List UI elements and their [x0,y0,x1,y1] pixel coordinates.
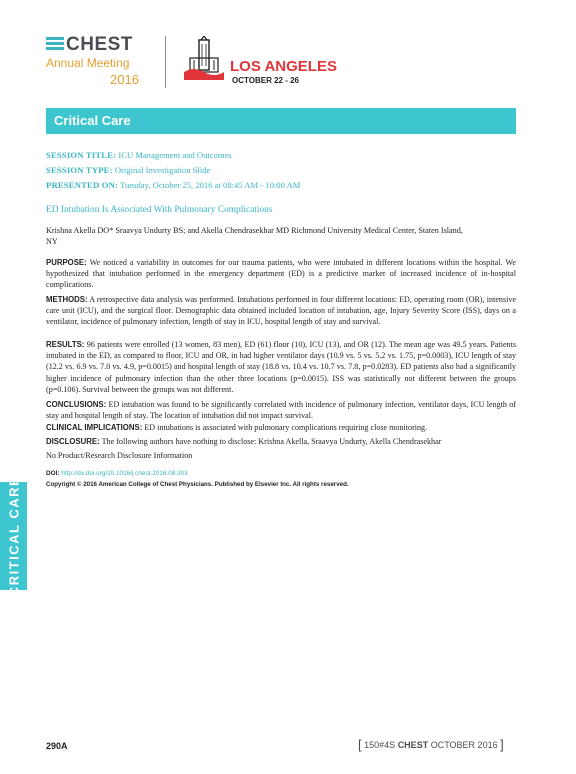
chest-logo-icon [46,37,64,53]
footer-journal-name: CHEST [397,740,429,750]
conclusions-paragraph [46,399,516,421]
city-hall-icon [182,36,226,80]
presented-on-label: PRESENTED ON: [46,180,119,190]
footer-bracket-close: ] [500,737,504,752]
purpose-paragraph [46,257,516,291]
methods-paragraph [46,294,516,328]
session-title-line [46,150,232,160]
no-product-disclosure: No Product/Research Disclosure Information [46,451,193,460]
meeting-year: 2016 [110,72,139,87]
meeting-dates: OCTOBER 22 - 26 [232,76,299,85]
side-tab-label: CRITICAL CARE [6,475,21,597]
session-title-value: ICU Management and Outcomes [118,150,232,160]
abstract-authors: Krishna Akella DO* Sraavya Undurty BS; and Akella Chendrasekhar MD Richmond University Medical Center, Staten Island, NY [46,226,463,246]
purpose-text: We noticed a variability in outcomes for our trauma patients, who were intubated in different locations within the hospital. We hypothesized that intubation performed in the emergency department (ED) is a predictive marker of increased incidence of in-hospital complications. [46,258,516,290]
results-label: RESULTS: [46,340,85,349]
copyright-notice: Copyright © 2016 American College of Chest Physicians. Published by Elsevier Inc. All rights reserved. [46,481,349,488]
disclosure-text: The following authors have nothing to disclose: Krishna Akella, Sraavya Undurty, Akella Chendrasekhar [101,437,442,446]
city-name: LOS ANGELES [230,58,337,75]
journal-footer [358,737,504,752]
session-type-label: SESSION TYPE: [46,165,113,175]
disclosure-label: DISCLOSURE: [46,437,100,446]
annual-meeting-text: Annual Meeting [46,56,130,70]
doi-label: DOI: [46,470,60,477]
presented-on-line [46,180,300,190]
logo-divider [165,36,166,88]
conclusions-label: CONCLUSIONS: [46,400,107,409]
footer-volume: 150#4S [364,740,396,750]
methods-text: A retrospective data analysis was performed. Intubations performed in four different locations: ED, operating room (OR), intensive care unit (ICU), and the surgical floor. Demographic data obtained included location of intubation, age, Injury Severity Score (ISS), days on a ventilator, incidence of pulmonary infection, length of stay in ICU, hospital length of stay and survival. [46,295,517,327]
disclosure-paragraph [46,436,516,447]
page-number: 290A [46,741,68,751]
los-angeles-logo [182,36,337,90]
session-type-value: Original Investigation Slide [114,165,211,175]
presented-on-value: Tuesday, October 25, 2016 at 08:45 AM - 10:00 AM [120,180,301,190]
section-banner [46,108,516,134]
clinical-implications-paragraph [46,422,516,433]
chest-annual-meeting-logo [46,34,156,94]
clinical-implications-label: CLINICAL IMPLICATIONS: [46,423,143,432]
doi-line [46,470,188,477]
clinical-implications-text: ED intubations is associated with pulmonary complications requiring close monitoring. [144,423,428,432]
purpose-label: PURPOSE: [46,258,87,267]
results-paragraph [46,339,516,395]
methods-label: METHODS: [46,295,88,304]
doi-link[interactable]: http://dx.doi.org/10.1016/j.chest.2016.08.303 [61,470,188,477]
footer-bracket-open: [ [358,737,362,752]
results-text: 96 patients were enrolled (13 women, 83 men), ED (61) floor (10), ICU (13), and OR (12). The mean age was 49.5 years. Patients intubated in the ED, as compared to floor, ICU and OR, in had higher ventilator days (10.9 vs. 5 vs. 5.2 vs. 1.75, p=0.0003), ICU length of stay (12.2 vs. 6.9 vs. 7.0 vs. 4.9, p=0.0015) and hospital length of stay (18.8 vs. 10.4 vs. 10.7 vs. 7.8, p=0.0283). ED patients also had a significantly higher incidence of pulmonary infection than the other three locations (p=0.0015). ISS was statistically not different between the groups (p=0.106). Survival between the groups was not different. [46,340,516,394]
session-type-line [46,165,210,175]
chest-logo-text: CHEST [66,34,133,55]
abstract-title: ED Intubation Is Associated With Pulmonary Complications [46,205,273,215]
section-side-tab [0,475,27,597]
session-title-label: SESSION TITLE: [46,150,117,160]
section-title: Critical Care [54,113,131,128]
footer-issue-date: OCTOBER 2016 [430,740,498,750]
conclusions-text: ED intubation was found to be significantly correlated with incidence of pulmonary infection, ventilator days, ICU length of stay and hospital length of stay. The location of intubation did not impact survival. [46,400,516,421]
